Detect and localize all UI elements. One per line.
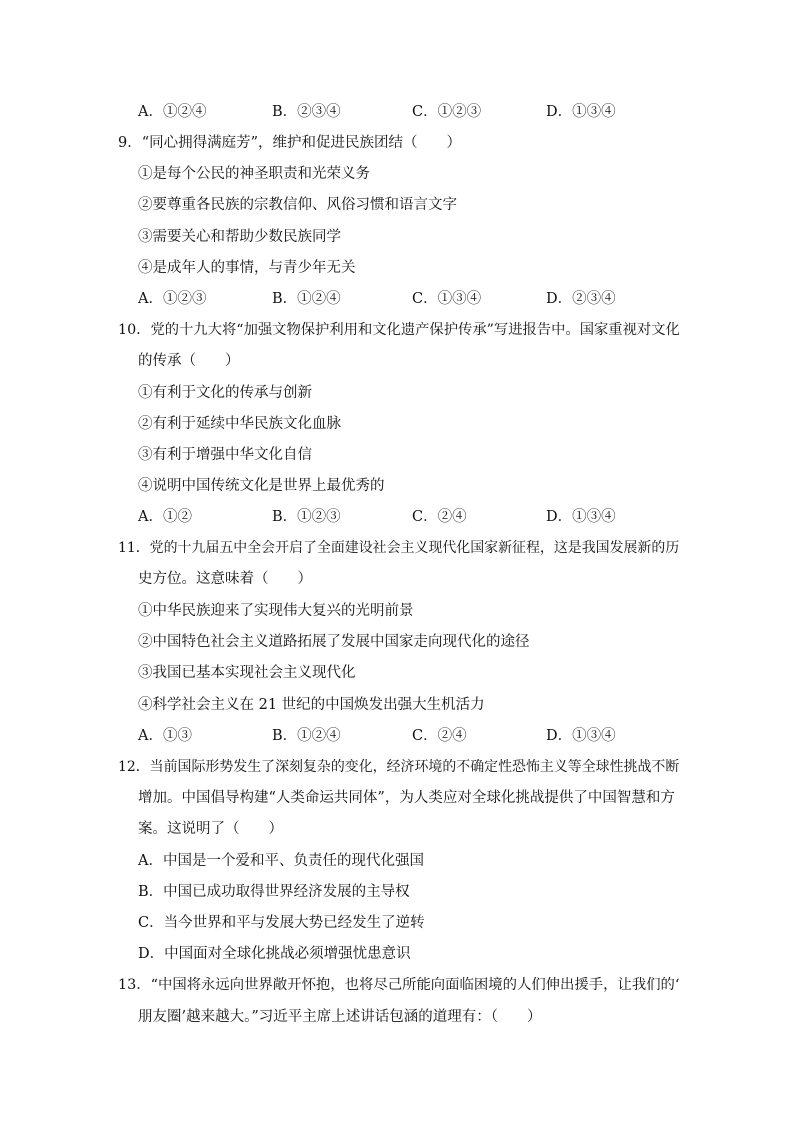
q9-item-3: ③需要关心和帮助少数民族同学 [138, 229, 341, 245]
q10-option-b: B．①②③ [272, 509, 341, 525]
q12-choice-b: B．中国已成功取得世界经济发展的主导权 [138, 884, 410, 900]
q10-item-2: ②有利于延续中华民族文化血脉 [138, 416, 341, 432]
q8-option-a: A．①②④ [138, 104, 207, 120]
q11-option-d: D．①③④ [546, 728, 616, 744]
q9-option-d: D．②③④ [546, 291, 616, 307]
q10-option-c: C．②④ [412, 509, 467, 525]
q11-options [138, 726, 698, 746]
q12-stem-line-1: 12．当前国际形势发生了深刻复杂的变化，经济环境的不确定性恐怖主义等全球性挑战不断 [118, 759, 680, 775]
q11-stem-line-2: 史方位。这意味着（ ） [138, 571, 312, 587]
q10-stem-line-2: 的传承（ ） [138, 353, 240, 369]
q12-choice-d: D．中国面对全球化挑战必须增强忧患意识 [138, 946, 411, 962]
q9-item-4: ④是成年人的事情，与青少年无关 [138, 260, 356, 276]
q9-item-2: ②要尊重各民族的宗教信仰、风俗习惯和语言文字 [138, 197, 457, 213]
q12-stem-line-2: 增加。中国倡导构建“人类命运共同体”，为人类应对全球化挑战提供了中国智慧和方 [138, 790, 675, 806]
q9-option-c: C．①③④ [412, 291, 482, 307]
q8-option-d: D．①③④ [546, 104, 616, 120]
q11-option-b: B．①②④ [272, 728, 341, 744]
q9-option-b: B．①②④ [272, 291, 341, 307]
q11-item-1: ①中华民族迎来了实现伟大复兴的光明前景 [138, 603, 414, 619]
q10-option-d: D．①③④ [546, 509, 616, 525]
q11-stem-line-1: 11．党的十九届五中全会开启了全面建设社会主义现代化国家新征程，这是我国发展新的历 [118, 540, 680, 556]
q9-stem: 9．“同心拥得满庭芳”，维护和促进民族团结（ ） [118, 135, 462, 151]
q11-item-3: ③我国已基本实现社会主义现代化 [138, 665, 356, 681]
q8-option-c: C．①②③ [412, 104, 482, 120]
q12-choice-c: C．当今世界和平与发展大势已经发生了逆转 [138, 915, 425, 931]
q11-item-4: ④科学社会主义在 21 世纪的中国焕发出强大生机活力 [138, 697, 485, 713]
q11-option-a: A．①③ [138, 728, 192, 744]
q12-choice-a: A．中国是一个爱和平、负责任的现代化强国 [138, 853, 424, 869]
q8-option-b: B．②③④ [272, 104, 341, 120]
q10-item-4: ④说明中国传统文化是世界上最优秀的 [138, 478, 385, 494]
q13-stem-line-1: 13．“中国将永远向世界敞开怀抱，也将尽己所能向面临困境的人们伸出援手，让我们的‘ [118, 977, 680, 993]
q10-option-a: A．①② [138, 509, 192, 525]
q11-option-c: C．②④ [412, 728, 467, 744]
q11-item-2: ②中国特色社会主义道路拓展了发展中国家走向现代化的途径 [138, 634, 530, 650]
q10-options [138, 507, 698, 527]
q9-option-a: A．①②③ [138, 291, 207, 307]
q10-stem-line-1: 10．党的十九大将“加强文物保护利用和文化遗产保护传承”写进报告中。国家重视对文化 [118, 322, 680, 338]
q12-stem-line-3: 案。这说明了（ ） [138, 821, 283, 837]
q9-item-1: ①是每个公民的神圣职责和光荣义务 [138, 166, 370, 182]
q9-options [138, 289, 698, 309]
q10-item-1: ①有利于文化的传承与创新 [138, 385, 312, 401]
q8-options [138, 102, 698, 122]
q10-item-3: ③有利于增强中华文化自信 [138, 447, 312, 463]
q13-stem-line-2: 朋友圈’越来越大。”习近平主席上述讲话包涵的道理有：（ ） [138, 1009, 542, 1025]
